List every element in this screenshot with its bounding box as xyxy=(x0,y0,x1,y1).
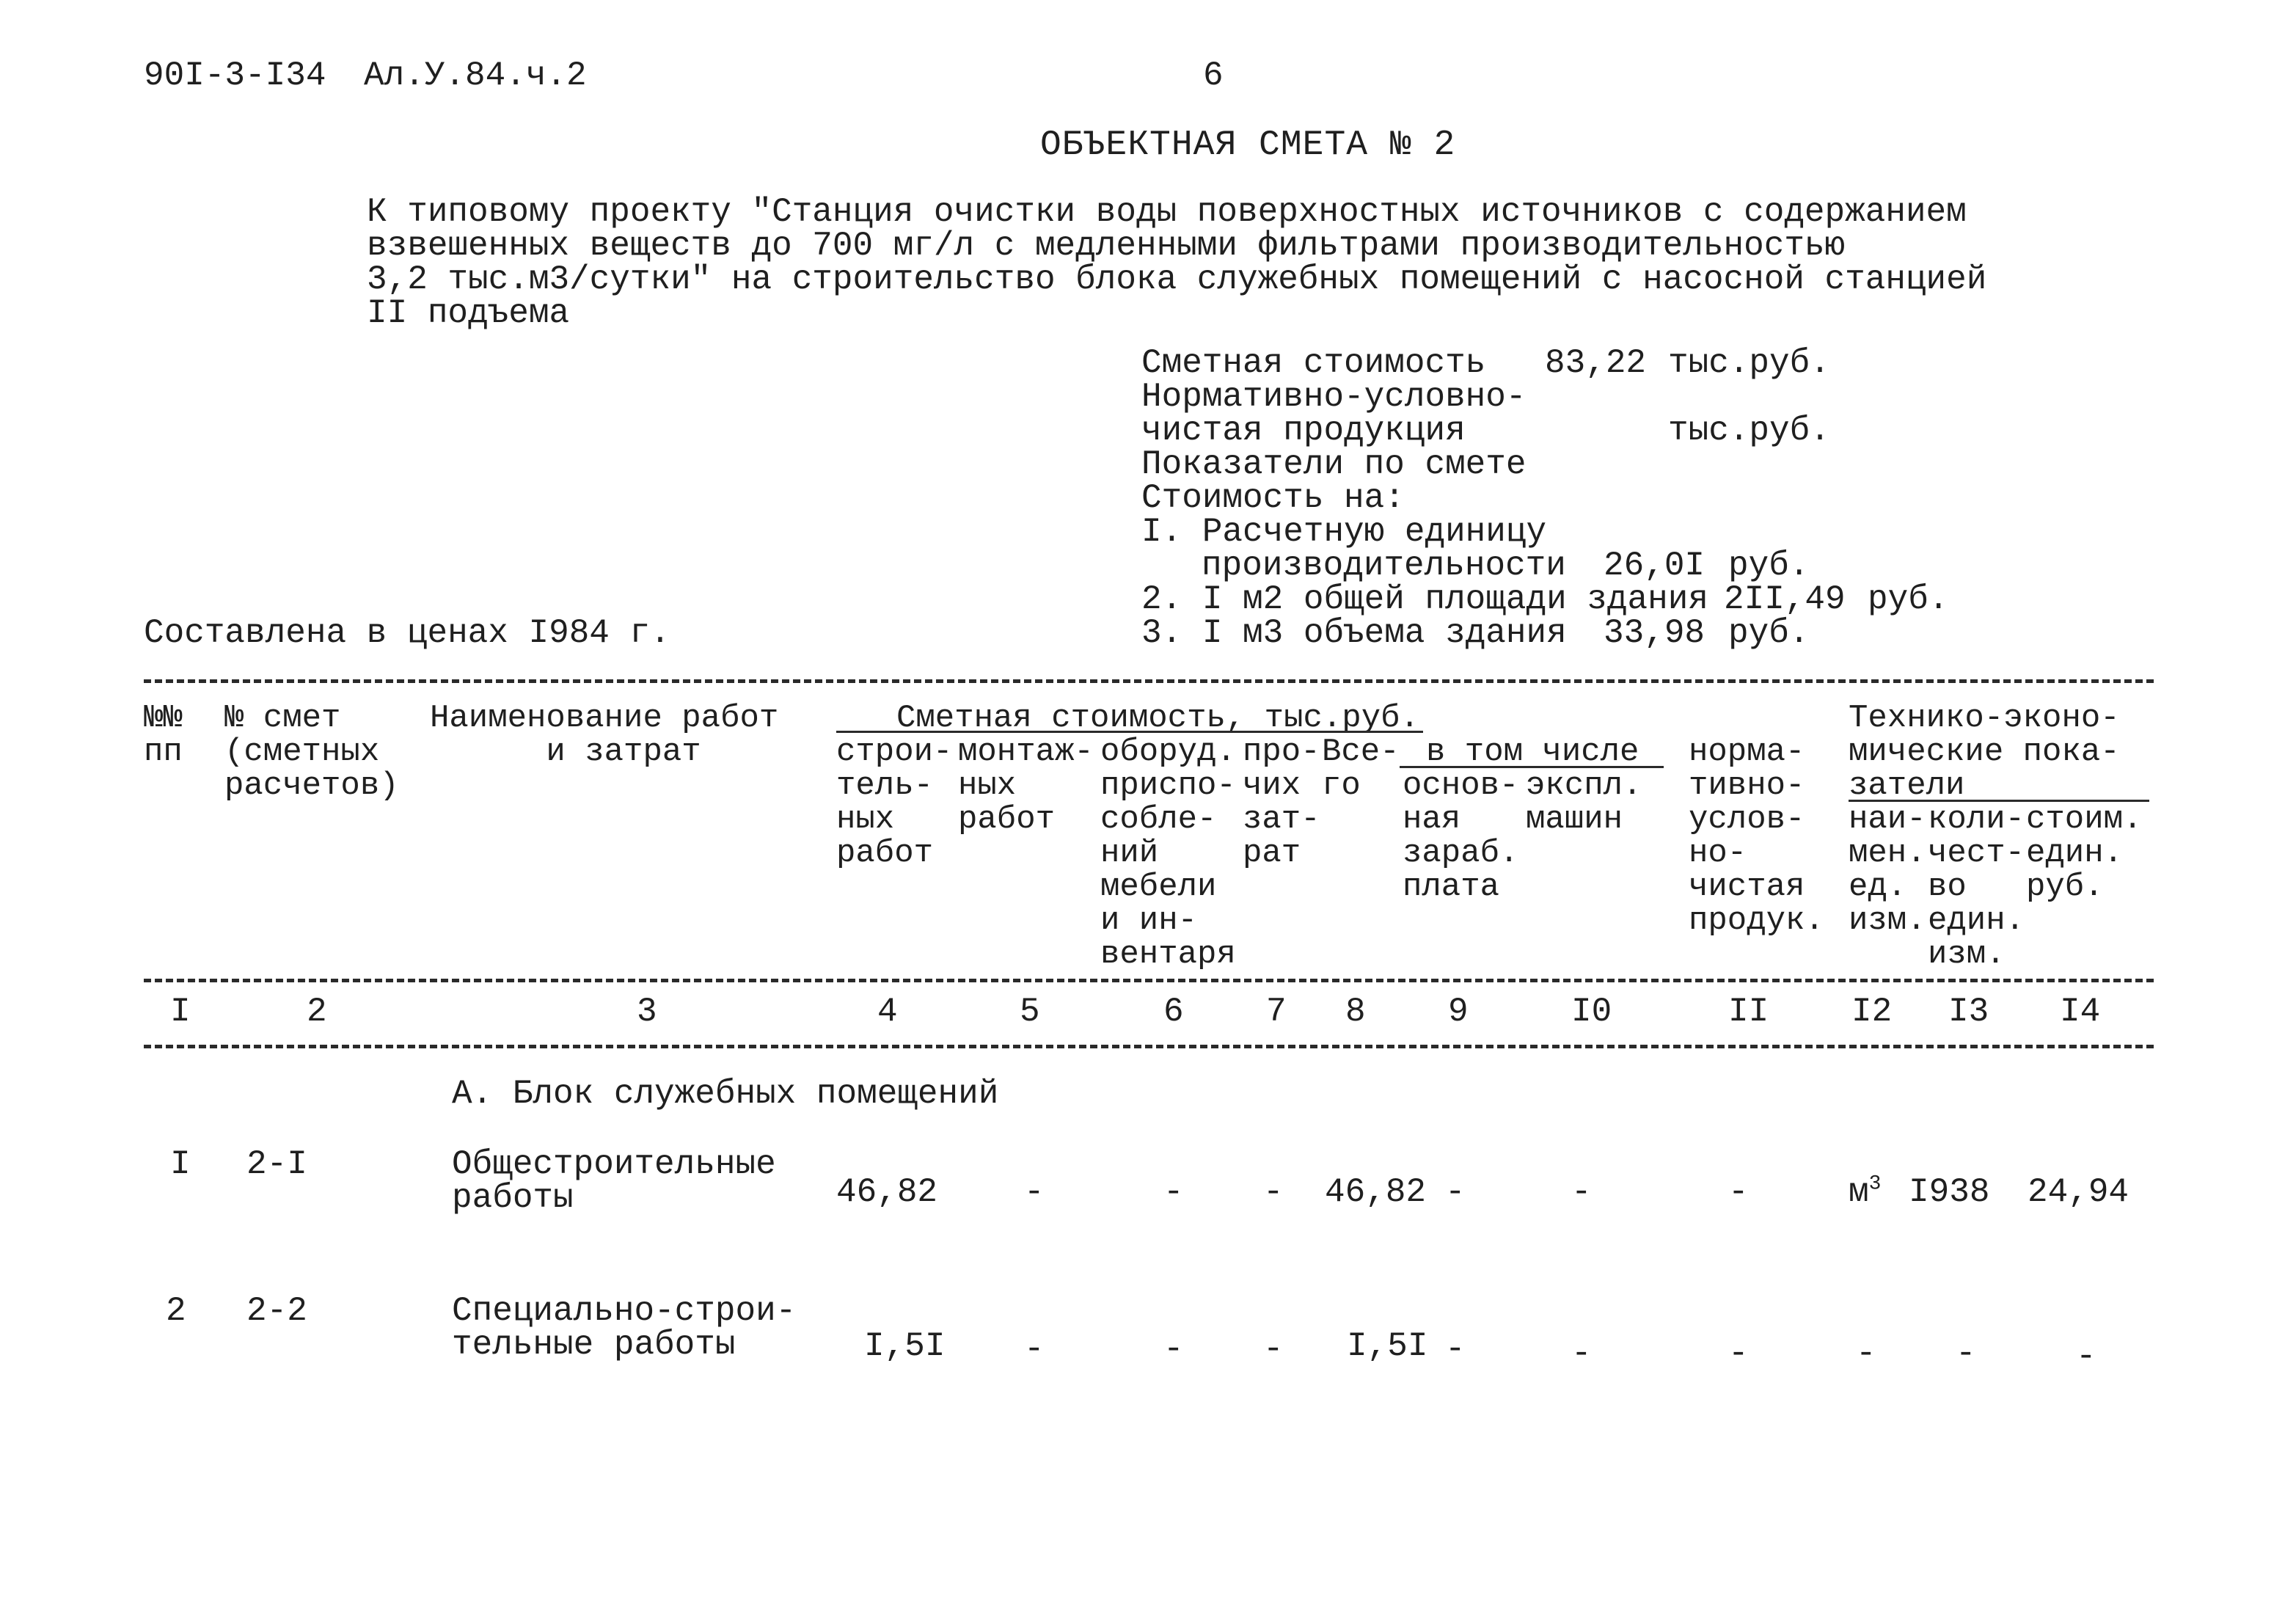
row1-c12-superscript: 3 xyxy=(1868,1172,1882,1196)
row1-c7: - xyxy=(1263,1173,1284,1211)
table-top-rule xyxy=(144,679,2154,683)
indicators-label: Показатели по смете xyxy=(1141,445,1527,483)
row1-c9: - xyxy=(1445,1173,1466,1211)
col-header-1: №№ пп xyxy=(144,700,183,770)
row2-c12: - xyxy=(1856,1334,1876,1373)
col-header-7: про- чих зат- рат xyxy=(1243,734,1320,872)
col-header-12: наи- мен. ед. изм. xyxy=(1849,801,1926,939)
col-header-5: монтаж- ных работ xyxy=(958,734,1094,838)
item2-unit: руб. xyxy=(1868,580,1949,618)
col-number-10: I0 xyxy=(1571,993,1612,1031)
col-number-4: 4 xyxy=(877,993,898,1031)
row1-c11: - xyxy=(1728,1173,1749,1211)
row2-name: Специально-строи- тельные работы xyxy=(452,1292,797,1364)
col-number-1: I xyxy=(170,993,191,1031)
row1-name: Общестроительные работы xyxy=(452,1145,776,1217)
row2-c4: I,5I xyxy=(864,1327,946,1365)
col-header-13: коли- чест- во един. изм. xyxy=(1928,801,2025,973)
row1-c4: 46,82 xyxy=(836,1173,938,1211)
doc-code: 90I-3-I34 xyxy=(144,56,326,95)
col-header-4: строи- тель- ных работ xyxy=(836,734,953,872)
intro-line-2: взвешенных веществ до 700 мг/л с медленными фильтрами производительностью xyxy=(367,227,1846,265)
cost-value: 83,22 xyxy=(1545,344,1647,382)
normative-label-1: Нормативно-условно- xyxy=(1141,378,1527,416)
item3-value: 33,98 xyxy=(1604,614,1705,652)
compiled-prices: Составлена в ценах I984 г. xyxy=(144,614,670,652)
col-number-14: I4 xyxy=(2060,993,2101,1031)
col-number-7: 7 xyxy=(1266,993,1287,1031)
col-group-incl: в том числе xyxy=(1426,734,1639,770)
col-header-14: стоим. един. руб. xyxy=(2026,801,2143,905)
normative-label-2: чистая продукция xyxy=(1141,412,1466,450)
item1-label-1: I. Расчетную единицу xyxy=(1141,513,1547,551)
col-header-3: Наименование работ и затрат xyxy=(430,700,779,770)
document-title: ОБЪЕКТНАЯ СМЕТА № 2 xyxy=(1040,125,1456,165)
cost-unit: тыс.руб. xyxy=(1668,344,1830,382)
row1-c6: - xyxy=(1163,1173,1184,1211)
header-bottom-rule xyxy=(144,979,2154,982)
row2-num: 2 xyxy=(166,1292,186,1330)
row1-c5: - xyxy=(1024,1173,1045,1211)
item3-label: 3. I м3 объема здания xyxy=(1141,614,1567,652)
row2-c5: - xyxy=(1024,1330,1045,1368)
col-header-2: № смет (сметных расчетов) xyxy=(224,700,399,804)
row2-c7: - xyxy=(1263,1330,1284,1368)
intro-line-4: II подъема xyxy=(367,294,570,332)
item1-value: 26,0I xyxy=(1604,547,1705,585)
row1-c13: I938 xyxy=(1909,1173,1990,1211)
intro-line-3: 3,2 тыс.м3/сутки" на строительство блока служебных помещений с насосной станцией xyxy=(367,260,1987,299)
row2-c6: - xyxy=(1163,1330,1184,1368)
col-number-8: 8 xyxy=(1345,993,1366,1031)
row2-c8: I,5I xyxy=(1347,1327,1428,1365)
album-reference: Ал.У.84.ч.2 xyxy=(364,56,587,95)
item1-unit: руб. xyxy=(1728,547,1810,585)
col-number-11: II xyxy=(1728,993,1769,1031)
col-number-9: 9 xyxy=(1448,993,1469,1031)
col-header-11: норма- тивно- услов- но- чистая продук. xyxy=(1689,734,1824,939)
row1-smeta: 2-I xyxy=(246,1145,307,1183)
section-title: А. Блок служебных помещений xyxy=(452,1075,999,1113)
row2-c11: - xyxy=(1728,1334,1749,1373)
item3-unit: руб. xyxy=(1728,614,1810,652)
numbers-bottom-rule xyxy=(144,1045,2154,1048)
cost-label: Сметная стоимость xyxy=(1141,344,1486,382)
group-cost-underline xyxy=(836,731,1423,733)
row2-smeta: 2-2 xyxy=(246,1292,307,1330)
intro-line-1: К типовому проекту "Станция очистки воды поверхностных источников с содержанием xyxy=(367,193,1967,231)
col-number-5: 5 xyxy=(1020,993,1040,1031)
row1-c14: 24,94 xyxy=(2028,1173,2129,1211)
row2-c10: - xyxy=(1571,1334,1592,1373)
col-number-6: 6 xyxy=(1163,993,1184,1031)
item2-value: 2II,49 xyxy=(1724,580,1846,618)
col-group-cost: Сметная стоимость, тыс.руб. xyxy=(896,700,1419,737)
col-number-2: 2 xyxy=(307,993,327,1031)
col-header-9: основ- ная зараб. плата xyxy=(1403,767,1519,905)
col-number-12: I2 xyxy=(1851,993,1893,1031)
col-header-6: оборуд. приспо- собле- ний мебели и ин- вентаря xyxy=(1100,734,1236,973)
col-number-13: I3 xyxy=(1948,993,1989,1031)
row1-c12: $м^3$ xyxy=(1849,1172,1882,1211)
col-number-3: 3 xyxy=(637,993,657,1031)
item2-label: 2. I м2 общей площади здания xyxy=(1141,580,1708,618)
item1-label-2: производительности xyxy=(1202,547,1566,585)
row2-c13: - xyxy=(1956,1334,1976,1373)
cost-per-label: Стоимость на: xyxy=(1141,479,1405,517)
page-number: 6 xyxy=(1203,56,1224,95)
col-header-10: экспл. машин xyxy=(1526,767,1642,838)
row2-c9: - xyxy=(1445,1330,1466,1368)
col-header-8: Все- го xyxy=(1322,734,1400,804)
col-group-tech: Технико-эконо- мические пока- затели xyxy=(1849,700,2120,804)
row2-c14: - xyxy=(2076,1337,2096,1376)
normative-unit: тыс.руб. xyxy=(1668,412,1830,450)
row1-c10: - xyxy=(1571,1173,1592,1211)
row1-num: I xyxy=(170,1145,191,1183)
row1-c8: 46,82 xyxy=(1325,1173,1427,1211)
